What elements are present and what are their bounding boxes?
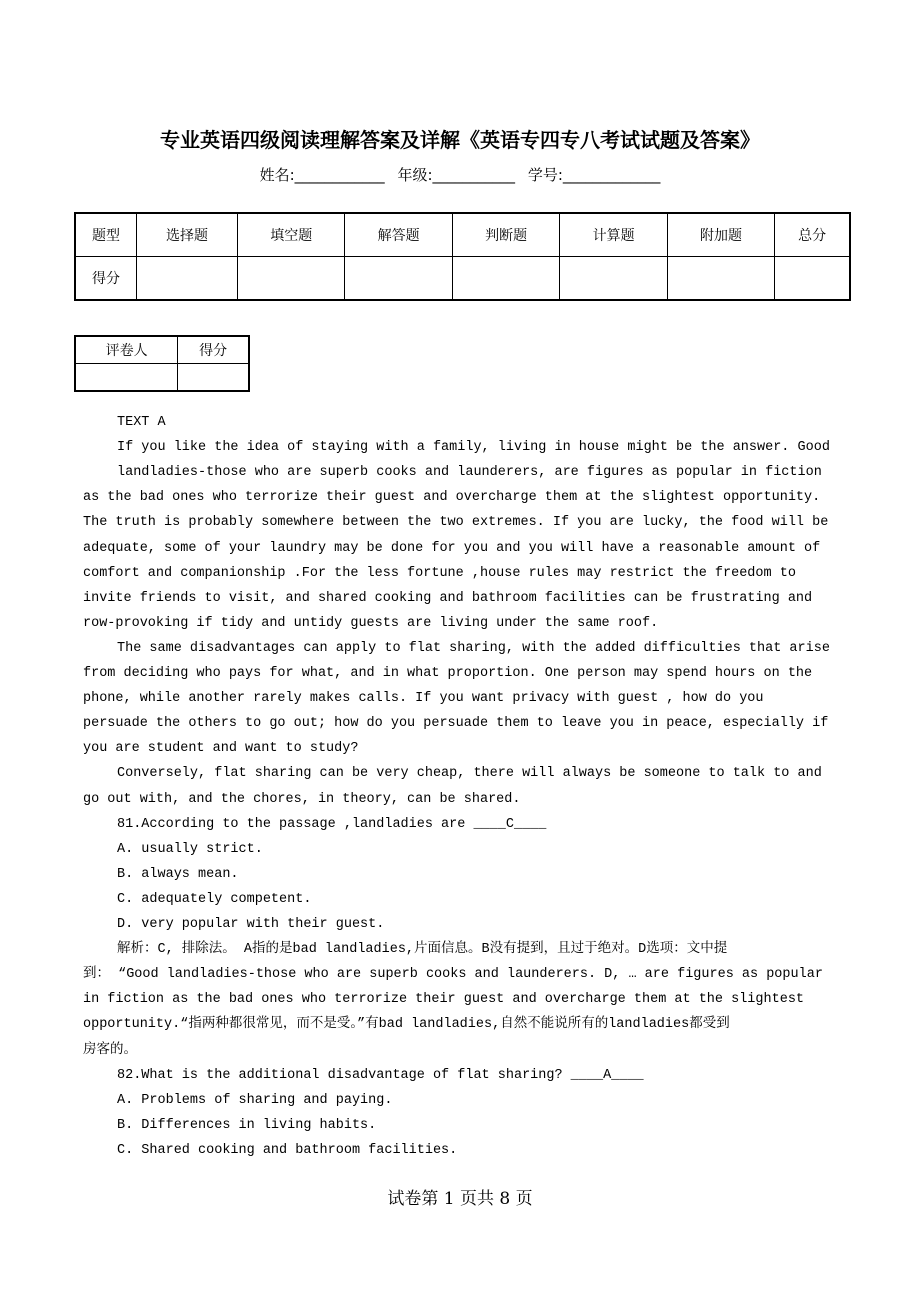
- header-cell: 选择题: [137, 213, 238, 257]
- student-id-field: 学号:_____________: [527, 166, 661, 184]
- header-cell: 判断题: [452, 213, 559, 257]
- text-line: 解析：C, 排除法。 A指的是bad landladies,片面信息。B没有提到，且过于绝对。D选项：文中提: [117, 942, 728, 958]
- score-cell: [345, 257, 452, 301]
- text-line: invite friends to visit, and shared cooking and bathroom facilities can be frustrating and: [83, 590, 813, 606]
- text-line: persuade the others to go out; how do you persuade them to leave you in peace, especially if: [83, 716, 829, 732]
- grader-score-header: 得分: [178, 336, 249, 364]
- text-line: C. Shared cooking and bathroom facilities.: [117, 1142, 458, 1158]
- grade-field: 年级:___________: [397, 166, 516, 184]
- text-line: as the bad ones who terrorize their guest and overcharge them at the slightest opportunity.: [83, 490, 821, 506]
- grader-table: [74, 335, 250, 392]
- header-cell: 题型: [75, 213, 137, 257]
- text-line: row-provoking if tidy and untidy guests are living under the same roof.: [83, 615, 659, 631]
- text-line: B. always mean.: [117, 866, 239, 882]
- text-line: from deciding who pays for what, and in what proportion. One person may spend hours on the: [83, 666, 813, 681]
- text-line: 到： “Good landladies-those who are superb cooks and launderers. D, … are figures as popular: [83, 967, 823, 983]
- text-line: If you like the idea of staying with a family, living in house might be the answer. Good: [117, 440, 830, 456]
- grader-header: 评卷人: [75, 336, 178, 364]
- header-cell: 计算题: [560, 213, 667, 257]
- text-line: comfort and companionship .For the less fortune ,house rules may restrict the freedom to: [83, 565, 796, 581]
- score-cell: [137, 257, 238, 301]
- score-table: [74, 212, 851, 301]
- document-title: 专业英语四级阅读理解答案及详解《英语专四专八考试试题及答案》: [160, 128, 760, 152]
- text-line: landladies-those who are superb cooks and launderers, are figures as popular in fiction: [117, 465, 822, 481]
- score-cell: [560, 257, 667, 301]
- score-cell: [667, 257, 774, 301]
- score-cell: [775, 257, 850, 301]
- text-line: The same disadvantages can apply to flat sharing, with the added difficulties that arise: [117, 640, 830, 656]
- text-line: C. adequately competent.: [117, 891, 312, 907]
- text-line: in fiction as the bad ones who terrorize their guest and overcharge them at the slightest: [83, 992, 805, 1008]
- text-line: D. very popular with their guest.: [117, 917, 385, 932]
- row-label: 得分: [75, 257, 137, 301]
- text-line: phone, while another rarely makes calls. If you want privacy with guest , how do you: [83, 691, 764, 707]
- text-line: 81.According to the passage ,landladies are ____C____: [117, 816, 547, 832]
- text-line: A. usually strict.: [117, 841, 263, 857]
- grader-cell: [75, 364, 178, 392]
- score-header-row: [75, 213, 850, 257]
- text-line: B. Differences in living habits.: [117, 1117, 377, 1133]
- text-line: adequate, some of your laundry may be done for you and you will have a reasonable amount of: [83, 540, 821, 556]
- header-cell: 解答题: [345, 213, 452, 257]
- header-cell: 填空题: [238, 213, 345, 257]
- text-line: go out with, and the chores, in theory, can be shared.: [83, 791, 521, 807]
- student-info: [0, 164, 920, 185]
- score-cell: [452, 257, 559, 301]
- text-line: you are student and want to study?: [83, 741, 359, 757]
- text-line: 房客的。: [83, 1042, 137, 1058]
- text-line: The truth is probably somewhere between the two extremes. If you are lucky, the food will be: [83, 515, 829, 531]
- score-row: [75, 257, 850, 301]
- header-cell: 总分: [775, 213, 850, 257]
- text-line: Conversely, flat sharing can be very cheap, there will always be someone to talk to and: [117, 766, 822, 782]
- page-footer: 试卷第 1 页共 8 页: [387, 1189, 533, 1209]
- header-cell: 附加题: [667, 213, 774, 257]
- grader-score-cell: [178, 364, 249, 392]
- score-cell: [238, 257, 345, 301]
- text-line: 82.What is the additional disadvantage of flat sharing? ____A____: [117, 1067, 644, 1083]
- text-line: TEXT A: [117, 415, 166, 430]
- text-line: opportunity.“指两种都很常见，而不是受。”有bad landladies,自然不能说所有的landladies都受到: [83, 1017, 730, 1033]
- text-line: A. Problems of sharing and paying.: [117, 1092, 393, 1108]
- name-field: 姓名:____________: [259, 166, 385, 184]
